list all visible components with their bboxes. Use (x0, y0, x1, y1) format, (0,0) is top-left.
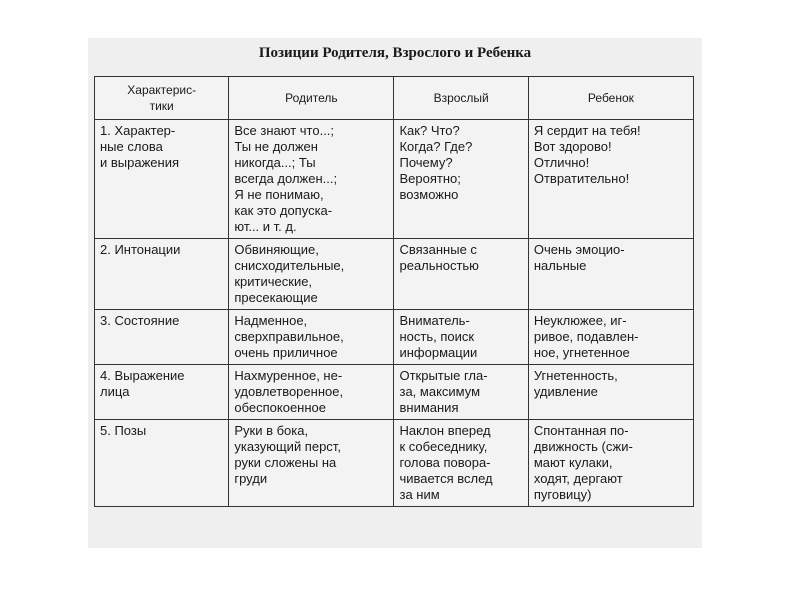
child-cell (528, 365, 693, 420)
header-line: тики (149, 99, 174, 113)
cell-line: пресекающие (234, 290, 318, 305)
table-row (95, 365, 694, 420)
cell-line: Руки в бока, (234, 423, 309, 438)
cell-line: Все знают что...; (234, 123, 335, 138)
cell-line: 3. Состояние (100, 313, 180, 328)
cell-line: Спонтанная по- (533, 423, 629, 438)
table-title: Позиции Родителя, Взрослого и Ребенка (258, 45, 532, 61)
header-characteristics (95, 77, 229, 120)
cell-line: сверхправильное, (234, 329, 344, 344)
parent-cell (229, 239, 394, 310)
cell-line: Я не понимаю, (234, 187, 324, 202)
cell-line: за, максимум (399, 384, 481, 399)
cell-line: очень приличное (234, 345, 338, 360)
cell-line: ривое, подавлен- (533, 329, 639, 344)
cell-line: ные слова (100, 139, 163, 154)
cell-line: Вот здорово! (533, 139, 612, 154)
cell-line: Вероятно; (399, 171, 461, 186)
header-adult: Взрослый (394, 77, 528, 120)
cell-line: лица (100, 384, 130, 399)
cell-line: Отвратительно! (533, 171, 630, 186)
cell-line: руки сложены на (234, 455, 337, 470)
cell-line: движность (сжи- (533, 439, 633, 454)
row-label-cell (95, 239, 229, 310)
book-page (88, 38, 702, 548)
row-label-cell (95, 310, 229, 365)
cell-line: 2. Интонации (100, 242, 181, 257)
cell-line: всегда должен...; (234, 171, 338, 186)
cell-line: реальностью (399, 258, 479, 273)
row-label-cell (95, 120, 229, 239)
cell-line: Обвиняющие, (234, 242, 319, 257)
cell-line: как это допуска- (234, 203, 333, 218)
cell-line: информации (399, 345, 478, 360)
parent-cell (229, 365, 394, 420)
cell-line: ходят, дергают (533, 471, 623, 486)
cell-line: Отлично! (533, 155, 590, 170)
cell-line: указующий перст, (234, 439, 341, 454)
child-cell (528, 120, 693, 239)
cell-line: мают кулаки, (533, 455, 613, 470)
parent-cell (229, 420, 394, 507)
header-row (95, 77, 694, 120)
positions-table (94, 76, 694, 507)
cell-line: внимания (399, 400, 459, 415)
adult-cell (394, 365, 528, 420)
header-child: Ребенок (528, 77, 693, 120)
cell-line: нальные (533, 258, 587, 273)
adult-cell (394, 120, 528, 239)
cell-line: ность, поиск (399, 329, 475, 344)
parent-cell (229, 120, 394, 239)
child-cell (528, 310, 693, 365)
adult-cell (394, 310, 528, 365)
cell-line: Ты не должен (234, 139, 318, 154)
cell-line: 5. Позы (100, 423, 147, 438)
table-row (95, 310, 694, 365)
cell-line: Угнетенность, (533, 368, 618, 383)
table-row (95, 420, 694, 507)
cell-line: ют... и т. д. (234, 219, 297, 234)
cell-line: удивление (533, 384, 598, 399)
cell-line: Вниматель- (399, 313, 470, 328)
adult-cell (394, 420, 528, 507)
cell-line: Открытые гла- (399, 368, 488, 383)
row-label-cell (95, 365, 229, 420)
header-parent: Родитель (229, 77, 394, 120)
cell-line: обеспокоенное (234, 400, 327, 415)
cell-line: 4. Выражение (100, 368, 185, 383)
cell-line: Очень эмоцио- (533, 242, 625, 257)
cell-line: Наклон вперед (399, 423, 491, 438)
cell-line: 1. Характер- (100, 123, 176, 138)
child-cell (528, 239, 693, 310)
cell-line: возможно (399, 187, 459, 202)
header-line: Характерис- (127, 83, 197, 97)
cell-line: Нахмуренное, не- (234, 368, 343, 383)
cell-line: Как? Что? (399, 123, 460, 138)
table-row (95, 239, 694, 310)
table-row (95, 120, 694, 239)
cell-line: Связанные с (399, 242, 477, 257)
cell-line: ное, угнетенное (533, 345, 630, 360)
cell-line: Почему? (399, 155, 453, 170)
cell-line: Неуклюжее, иг- (533, 313, 627, 328)
cell-line: чивается вслед (399, 471, 493, 486)
child-cell (528, 420, 693, 507)
cell-line: пуговицу) (533, 487, 592, 502)
parent-cell (229, 310, 394, 365)
cell-line: Я сердит на тебя! (533, 123, 641, 138)
cell-line: никогда...; Ты (234, 155, 316, 170)
adult-cell (394, 239, 528, 310)
cell-line: критические, (234, 274, 313, 289)
cell-line: Когда? Где? (399, 139, 473, 154)
cell-line: Надменное, (234, 313, 308, 328)
row-label-cell (95, 420, 229, 507)
cell-line: к собеседнику, (399, 439, 488, 454)
cell-line: и выражения (100, 155, 179, 170)
cell-line: за ним (399, 487, 440, 502)
cell-line: снисходительные, (234, 258, 345, 273)
cell-line: удовлетворенное, (234, 384, 344, 399)
cell-line: груди (234, 471, 268, 486)
cell-line: голова повора- (399, 455, 491, 470)
